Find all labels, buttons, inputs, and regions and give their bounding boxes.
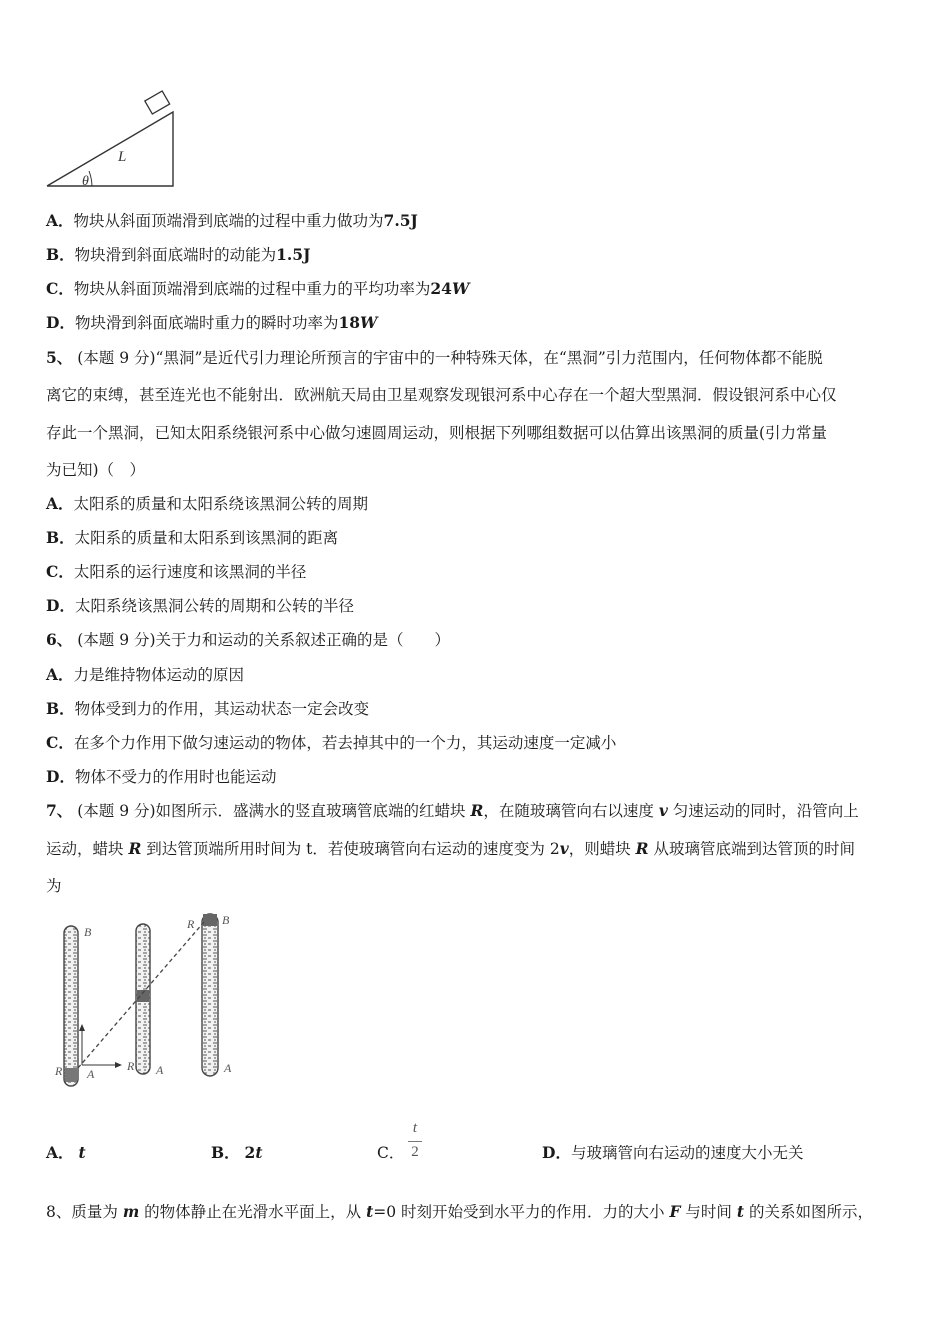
q7-option-a: A． t — [46, 1143, 86, 1162]
q6-stem: 6、 (本题 9 分)关于力和运动的关系叙述正确的是（ ） — [46, 630, 451, 649]
q5-stem-line4: 为已知)（ ） — [46, 461, 146, 479]
angle-label: θ — [82, 174, 89, 189]
label-b-3: B — [222, 913, 230, 927]
q7-stem-line1: 7、 (本题 9 分)如图所示．盛满水的竖直玻璃管底端的红蜡块 R，在随玻璃管向右以速度 v 匀速运动的同时，沿管向上 — [46, 801, 859, 820]
q7-option-c-fraction-bar — [408, 1141, 422, 1142]
label-r-1: R — [55, 1064, 63, 1078]
label-a-2: A — [156, 1063, 164, 1077]
q6-option-b: B．物体受到力的作用，其运动状态一定会改变 — [46, 699, 370, 718]
q7-stem-line2: 运动，蜡块 R 到达管顶端所用时间为 t．若使玻璃管向右运动的速度变为 2v，则蜡块 R 从玻璃管底端到达管顶的时间 — [46, 839, 855, 858]
q6-option-a: A．力是维持物体运动的原因 — [46, 665, 245, 684]
q4-option-d: D．物块滑到斜面底端时重力的瞬时功率为18W — [46, 313, 378, 332]
tube-3 — [202, 914, 218, 1076]
q5-option-b: B．太阳系的质量和太阳系到该黑洞的距离 — [46, 528, 339, 547]
label-a-3: A — [224, 1061, 232, 1075]
q7-option-c-numerator: t — [412, 1120, 418, 1136]
tube-1 — [64, 926, 78, 1086]
incline-figure — [40, 95, 180, 195]
q4-option-c: C．物块从斜面顶端滑到底端的过程中重力的平均功率为24W — [46, 279, 470, 298]
q4-option-a: A．物块从斜面顶端滑到底端的过程中重力做功为7.5J — [46, 211, 418, 230]
label-r-2: R — [127, 1059, 135, 1073]
q5-option-a: A．太阳系的质量和太阳系绕该黑洞公转的周期 — [46, 494, 369, 513]
label-b-1: B — [84, 925, 92, 939]
q5-stem-line1: 5、 (本题 9 分)“黑洞”是近代引力理论所预言的宇宙中的一种特殊天体，在“黑洞”引力范围内，任何物体都不能脱 — [46, 348, 823, 367]
q5-stem-line2: 离它的束缚，甚至连光也不能射出．欧洲航天局由卫星观察发现银河系中心存在一个超大型黑洞．假设银河系中心仅 — [46, 386, 837, 404]
q7-option-c-denominator: 2 — [411, 1144, 419, 1160]
q7-stem-line3: 为 — [46, 877, 62, 895]
label-r-3: R — [187, 917, 195, 931]
q7-option-b: B． 2t — [211, 1143, 263, 1162]
q6-option-c: C．在多个力作用下做匀速运动的物体，若去掉其中的一个力，其运动速度一定减小 — [46, 733, 617, 752]
q5-stem-line3: 存此一个黑洞，已知太阳系绕银河系中心做匀速圆周运动，则根据下列哪组数据可以估算出该黑洞的质量(引力常量 — [46, 424, 828, 442]
q7-option-d: D．与玻璃管向右运动的速度大小无关 — [542, 1143, 804, 1162]
q5-option-c: C．太阳系的运行速度和该黑洞的半径 — [46, 562, 307, 581]
q6-option-d: D．物体不受力的作用时也能运动 — [46, 767, 277, 786]
q5-option-d: D．太阳系绕该黑洞公转的周期和公转的半径 — [46, 596, 354, 615]
length-label: L — [118, 149, 127, 165]
q4-option-b: B．物块滑到斜面底端时的动能为1.5J — [46, 245, 311, 264]
q8-stem: 8、质量为 m 的物体静止在光滑水平面上，从 t=0 时刻开始受到水平力的作用．力的大小 F 与时间 t 的关系如图所示， — [46, 1202, 873, 1221]
label-a-1: A — [87, 1067, 95, 1081]
tubes-figure — [52, 910, 252, 1090]
q7-option-c-letter: C． — [377, 1144, 405, 1162]
